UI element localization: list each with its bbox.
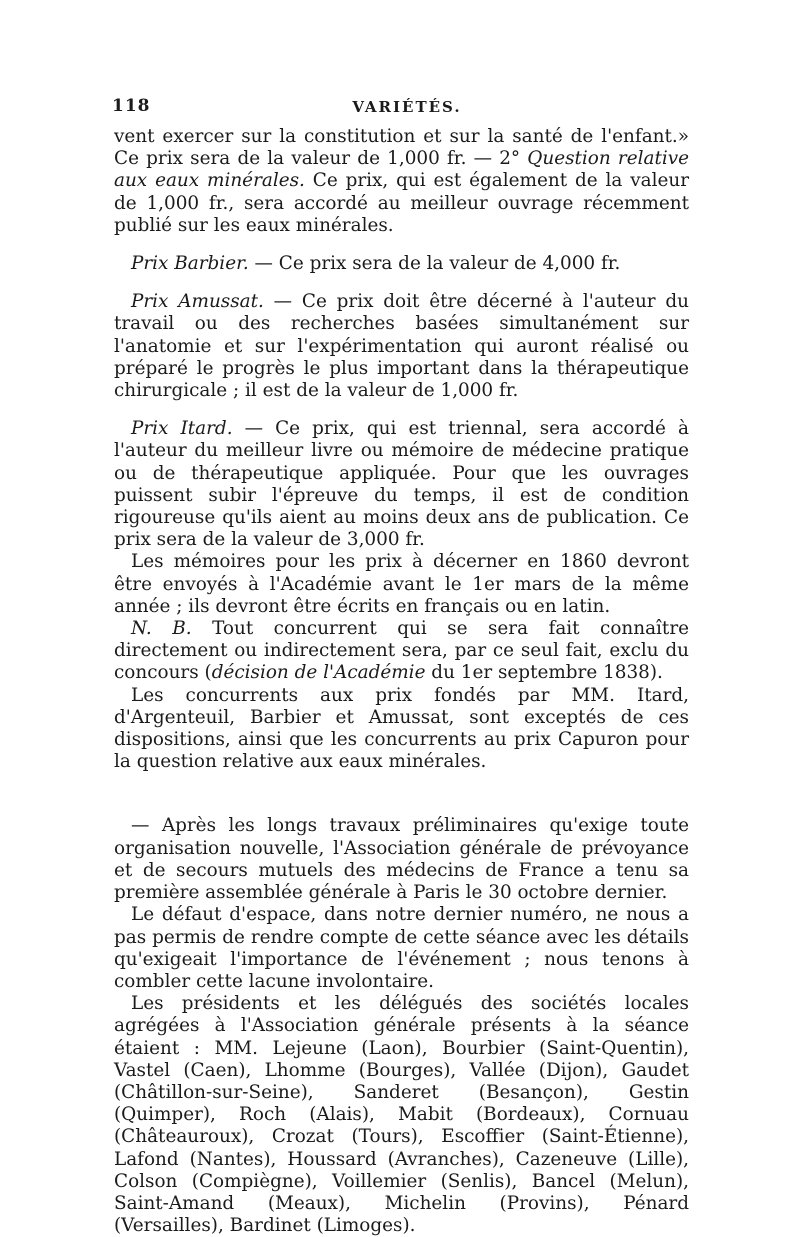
running-title: VARIÉTÉS.: [352, 98, 462, 116]
paragraph-prix-amussat: Prix Amussat. — Ce prix doit être décerné à l'auteur du travail ou des recherches basées simultanément sur l'anatomie et sur l'expérimentation qui auront réalisé ou préparé le progrès le plus important dans la thérapeutique chirurgicale ; il est de la valeur de 1,000 fr.: [114, 291, 690, 402]
question-title: Question relative aux eaux minérales.: [114, 148, 689, 192]
paragraph-prix-itard: Prix Itard. — Ce prix, qui est triennal, sera accordé à l'auteur du meilleur livre ou mémoire de médecine pratique ou de thérapeutique appliquée. Pour que les ouvrages puissent subir l'épreuve du temps, il est de condition rigoureuse qu'ils aient au moins deux ans de publication. Ce prix sera de la valeur de 3,000 fr.: [114, 418, 689, 551]
paragraph-concurrents: Les concurrents aux prix fondés par MM. Itard, d'Argenteuil, Barbier et Amussat, sont exceptés de ces dispositions, ainsi que les concurrents au prix Capuron pour la question relative aux eaux minérales.: [114, 684, 689, 773]
decision-reference: décision de l'Académie: [211, 662, 426, 684]
prize-label: Prix Barbier.: [131, 253, 249, 275]
page-header: [112, 96, 702, 122]
paragraph-association: — Après les longs travaux préliminaires qu'exige toute organisation nouvelle, l'Association générale de prévoyance et de secours mutuels des médecins de France a tenu sa première assemblée générale à Paris le 30 octobre dernier.: [114, 815, 689, 904]
prize-label: Prix Itard.: [131, 418, 233, 440]
paragraph-1: vent exercer sur la constitution et sur la santé de l'enfant.» Ce prix sera de la valeur de 1,000 fr. — 2° Question relative aux eaux minérales. Ce prix, qui est également de la valeur de 1,000 fr., sera accordé au meilleur ouvrage récemment publié sur les eaux minérales.: [114, 126, 689, 236]
paragraph-nota-bene: N. B. Tout concurrent qui se sera fait connaître directement ou indirectement sera, par ce seul fait, exclu du concours (décision de l'Académie du 1er septembre 1838).: [114, 618, 689, 684]
page-number: 118: [112, 96, 151, 116]
paragraph-prix-barbier: Prix Barbier. — Ce prix sera de la valeur de 4,000 fr.: [131, 253, 621, 275]
paragraph-defaut-espace: Le défaut d'espace, dans notre dernier numéro, ne nous a pas permis de rendre compte de cette séance avec les détails qu'exigeait l'importance de l'événement ; nous tenons à combler cette lacune involontaire.: [114, 904, 689, 992]
body-text: [114, 126, 689, 1237]
nota-bene-label: N. B.: [131, 618, 192, 640]
paragraph-memoires: Les mémoires pour les prix à décerner en 1860 devront être envoyés à l'Académie avant le 1er mars de la même année ; ils devront être écrits en français ou en latin.: [114, 551, 689, 617]
paragraph-presidents: Les présidents et les délégués des sociétés locales agrégées à l'Association générale présents à la séance étaient : MM. Lejeune (Laon), Bourbier (Saint-Quentin), Vastel (Caen), Lhomme (Bourges), Vallée (Dijon), Gaudet (Châtillon-sur-Seine), Sanderet (Besançon), Gestin (Quimper), Roch (Alais), Mabit (Bordeaux), Cornuau (Châteauroux), Crozat (Tours), Escoffier (Saint-Étienne), Lafond (Nantes), Houssard (Avranches), Cazeneuve (Lille), Colson (Compiègne), Voillemier (Senlis), Bancel (Melun), Saint-Amand (Meaux), Michelin (Provins), Pénard (Versailles), Bardinet (Limoges).: [114, 993, 689, 1237]
prize-label: Prix Amussat.: [131, 291, 264, 313]
